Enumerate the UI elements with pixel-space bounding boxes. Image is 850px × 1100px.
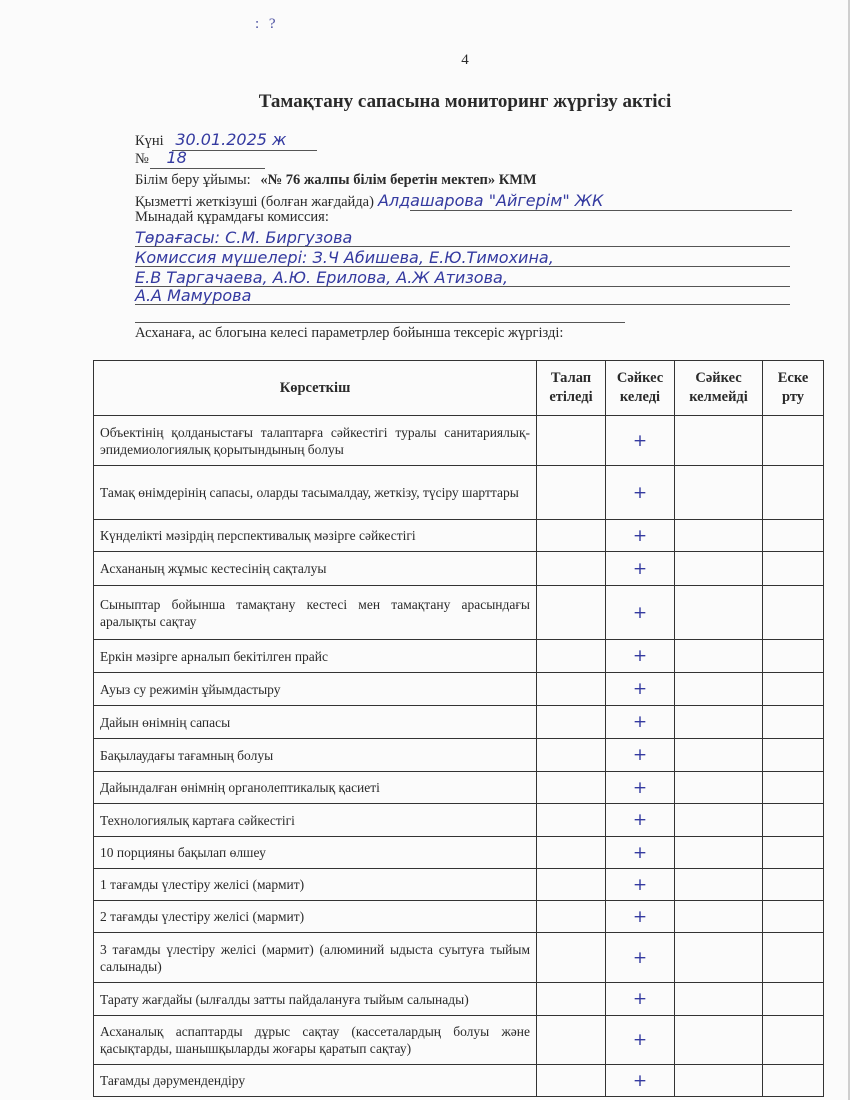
commission-rule <box>135 304 790 305</box>
table-row <box>94 804 824 837</box>
note-cell <box>763 901 824 933</box>
note-cell <box>763 837 824 869</box>
column-header-indicator: Көрсеткіш <box>94 361 537 416</box>
required-cell <box>537 1016 606 1065</box>
not-complies-cell <box>675 837 763 869</box>
not-complies-cell <box>675 983 763 1016</box>
not-complies-cell <box>675 673 763 706</box>
required-cell <box>537 739 606 772</box>
not-complies-cell <box>675 804 763 837</box>
supplier-line <box>135 191 603 211</box>
not-complies-cell <box>675 933 763 983</box>
complies-cell: + <box>606 772 675 804</box>
table-row <box>94 739 824 772</box>
not-complies-cell <box>675 586 763 640</box>
table-header-row <box>94 361 824 416</box>
required-cell <box>537 640 606 673</box>
required-cell <box>537 466 606 520</box>
note-cell <box>763 640 824 673</box>
required-cell <box>537 586 606 640</box>
note-cell <box>763 466 824 520</box>
table-row <box>94 837 824 869</box>
note-cell <box>763 552 824 586</box>
note-cell <box>763 1065 824 1097</box>
table-row <box>94 416 824 466</box>
criterion-cell: Дайын өнімнің сапасы <box>94 706 537 739</box>
org-value: «№ 76 жалпы білім беретін мектеп» КММ <box>260 172 537 188</box>
criterion-cell: Бақылаудағы тағамның болуы <box>94 739 537 772</box>
number-line <box>135 148 187 168</box>
criterion-cell: Күнделікті мәзірдің перспективалық мәзірге сәйкестігі <box>94 520 537 552</box>
org-label: Білім беру ұйымы: <box>135 172 251 188</box>
complies-cell: + <box>606 933 675 983</box>
table-row <box>94 869 824 901</box>
criterion-cell: 2 тағамды үлестіру желісі (мармит) <box>94 901 537 933</box>
complies-cell: + <box>606 1016 675 1065</box>
required-cell <box>537 772 606 804</box>
criterion-cell: Дайындалған өнімнің органолептикалық қасиеті <box>94 772 537 804</box>
supplier-label: Қызметті жеткізуші (болған жағдайда) <box>135 194 374 210</box>
note-cell <box>763 804 824 837</box>
commission-members-1: Комиссия мүшелері: З.Ч Абишева, Е.Ю.Тимохина, <box>135 248 554 267</box>
complies-cell: + <box>606 739 675 772</box>
required-cell <box>537 933 606 983</box>
date-label: Күні <box>135 133 164 149</box>
criterion-cell: Сыныптар бойынша тамақтану кестесі мен тамақтану арасындағы аралықты сақтау <box>94 586 537 640</box>
table-row <box>94 466 824 520</box>
criterion-cell: Еркін мәзірге арналып бекітілген прайс <box>94 640 537 673</box>
not-complies-cell <box>675 416 763 466</box>
table-row <box>94 520 824 552</box>
note-cell <box>763 933 824 983</box>
date-value: 30.01.2025 ж <box>175 130 287 149</box>
supplier-underline <box>410 210 792 211</box>
note-cell <box>763 772 824 804</box>
required-cell <box>537 869 606 901</box>
complies-cell: + <box>606 466 675 520</box>
complies-cell: + <box>606 869 675 901</box>
criterion-cell: 1 тағамды үлестіру желісі (мармит) <box>94 869 537 901</box>
table-row <box>94 983 824 1016</box>
not-complies-cell <box>675 1065 763 1097</box>
note-cell <box>763 673 824 706</box>
complies-cell: + <box>606 640 675 673</box>
criterion-cell: 3 тағамды үлестіру желісі (мармит) (алюминий ыдыста суытуға тыйым салынады) <box>94 933 537 983</box>
table-row <box>94 706 824 739</box>
criterion-cell: Технологиялық картаға сәйкестігі <box>94 804 537 837</box>
note-cell <box>763 706 824 739</box>
table-row <box>94 1016 824 1065</box>
criterion-cell: 10 порцияны бақылап өлшеу <box>94 837 537 869</box>
page-number: 4 <box>461 52 469 68</box>
required-cell <box>537 706 606 739</box>
complies-cell: + <box>606 416 675 466</box>
not-complies-cell <box>675 772 763 804</box>
not-complies-cell <box>675 1016 763 1065</box>
not-complies-cell <box>675 901 763 933</box>
required-cell <box>537 837 606 869</box>
criterion-cell: Тағамды дәрумендендіру <box>94 1065 537 1097</box>
complies-cell: + <box>606 1065 675 1097</box>
complies-cell: + <box>606 552 675 586</box>
not-complies-cell <box>675 706 763 739</box>
criterion-cell: Тарату жағдайы (ылғалды затты пайдалануға тыйым салынады) <box>94 983 537 1016</box>
criterion-cell: Асхананың жұмыс кестесінің сақталуы <box>94 552 537 586</box>
table-row <box>94 586 824 640</box>
criterion-cell: Объектінің қолданыстағы талаптарға сәйкестігі туралы санитариялық-эпидемиологиялық қорытындының болуы <box>94 416 537 466</box>
table-row <box>94 772 824 804</box>
table-row <box>94 640 824 673</box>
column-header-note: Еске рту <box>763 361 824 416</box>
complies-cell: + <box>606 901 675 933</box>
table-row <box>94 901 824 933</box>
page-title: Тамақтану сапасына мониторинг жүргізу актісі <box>258 91 672 112</box>
note-cell <box>763 869 824 901</box>
commission-label: Мынадай құрамдағы комиссия: <box>135 209 329 225</box>
complies-cell: + <box>606 804 675 837</box>
commission-rule <box>135 246 790 247</box>
table-row <box>94 933 824 983</box>
criterion-cell: Тамақ өнімдерінің сапасы, оларды тасымалдау, жеткізу, түсіру шарттары <box>94 466 537 520</box>
required-cell <box>537 673 606 706</box>
column-header-not-complies: Сәйкес келмейді <box>675 361 763 416</box>
complies-cell: + <box>606 520 675 552</box>
org-line <box>135 172 537 189</box>
column-header-required: Талап етіледі <box>537 361 606 416</box>
required-cell <box>537 552 606 586</box>
not-complies-cell <box>675 739 763 772</box>
required-cell <box>537 901 606 933</box>
note-cell <box>763 739 824 772</box>
note-cell <box>763 983 824 1016</box>
not-complies-cell <box>675 552 763 586</box>
not-complies-cell <box>675 640 763 673</box>
required-cell <box>537 520 606 552</box>
note-cell <box>763 586 824 640</box>
scan-mark: : ? <box>255 16 279 32</box>
not-complies-cell <box>675 869 763 901</box>
supplier-value: Алдашарова "Айгерім" ЖК <box>377 191 604 210</box>
criterion-cell: Асханалық аспаптарды дұрыс сақтау (кассеталардың болуы және қасықтарды, шанышқыларды жоғары қаратып сақтау) <box>94 1016 537 1065</box>
complies-cell: + <box>606 673 675 706</box>
complies-cell: + <box>606 586 675 640</box>
note-cell <box>763 416 824 466</box>
column-header-complies: Сәйкес келеді <box>606 361 675 416</box>
required-cell <box>537 983 606 1016</box>
commission-chair: Төрағасы: С.М. Биргузова <box>135 228 353 247</box>
number-underline <box>150 168 265 169</box>
inspection-intro: Асханаға, ас блогына келесі параметрлер бойынша тексеріс жүргізді: <box>135 325 564 341</box>
commission-members-2: Е.В Таргачаева, А.Ю. Ерилова, А.Ж Атизова, <box>135 268 508 287</box>
commission-rule <box>135 322 625 323</box>
required-cell <box>537 416 606 466</box>
not-complies-cell <box>675 466 763 520</box>
complies-cell: + <box>606 837 675 869</box>
criterion-cell: Ауыз су режимін ұйымдастыру <box>94 673 537 706</box>
date-underline <box>172 150 317 151</box>
required-cell <box>537 1065 606 1097</box>
date-line <box>135 130 286 150</box>
monitoring-table <box>93 360 824 1097</box>
required-cell <box>537 804 606 837</box>
not-complies-cell <box>675 520 763 552</box>
commission-rule <box>135 266 790 267</box>
note-cell <box>763 520 824 552</box>
table-row <box>94 1065 824 1097</box>
table-row <box>94 673 824 706</box>
commission-members-3: А.А Мамурова <box>135 286 252 305</box>
complies-cell: + <box>606 983 675 1016</box>
number-label: № <box>135 151 149 167</box>
note-cell <box>763 1016 824 1065</box>
number-value: 18 <box>166 148 187 167</box>
table-row <box>94 552 824 586</box>
complies-cell: + <box>606 706 675 739</box>
